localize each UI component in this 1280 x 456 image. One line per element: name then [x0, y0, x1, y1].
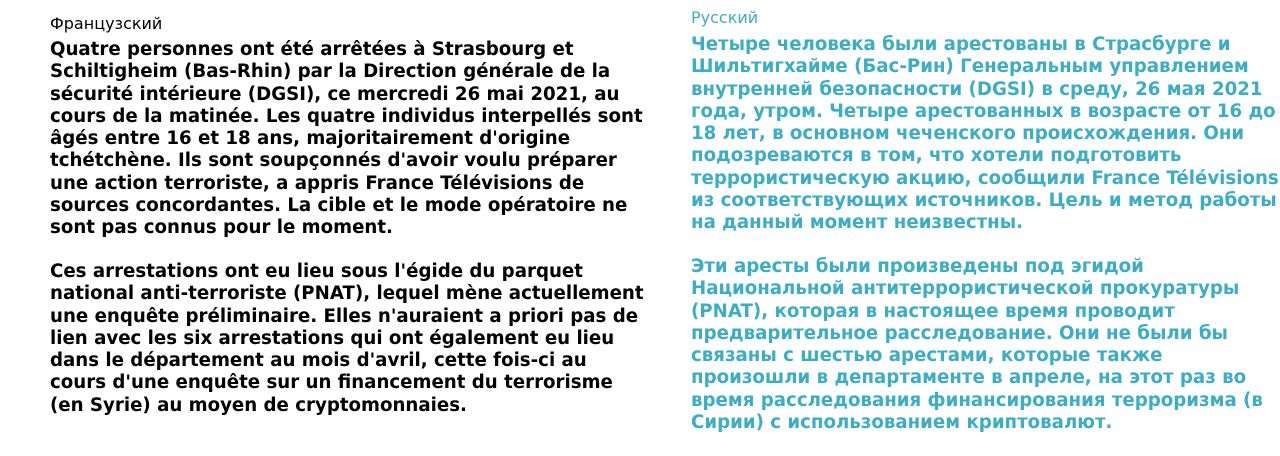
text-line: из соответствующих источников. Цель и метод работы — [691, 190, 1277, 212]
text-line: national anti-terroriste (PNAT), lequel mène actuellement — [50, 283, 644, 305]
text-line: sécurité intérieure (DGSI), ce mercredi 26 mai 2021, au — [50, 83, 620, 105]
russian-language-label: Русский — [691, 8, 759, 27]
text-line: террористическую акцию, сообщили France Télévisions — [691, 167, 1279, 189]
text-line: Сирии) с использованием криптовалют. — [691, 412, 1113, 434]
text-line: подозреваются в том, что хотели подготовить — [691, 145, 1182, 167]
text-line: Эти аресты были произведены под эгидой — [691, 256, 1144, 277]
text-line: tchétchène. Ils sont soupçonnés d'avoir voulu préparer — [50, 150, 617, 172]
text-line: dans le département au mois d'avril, cette fois-ci au — [50, 350, 587, 372]
text-line: Четыре человека были арестованы в Страсбурге и — [691, 34, 1231, 55]
text-line: предварительное расследование. Они не были бы — [691, 322, 1228, 344]
text-line: cours de la matinée. Les quatre individus interpellés sont — [50, 105, 643, 127]
french-paragraph-2 — [50, 261, 644, 417]
text-line: Шильтигхайме (Бас-Рин) Генеральным управлением — [691, 56, 1249, 78]
text-line: lien avec les six arrestations qui ont également eu lieu — [50, 327, 615, 349]
text-line: sont pas connus pour le moment. — [50, 217, 393, 239]
text-line: âgés entre 16 et 18 ans, majoritairement d'origine — [50, 128, 571, 150]
text-line: года, утром. Четыре арестованных в возрасте от 16 до — [691, 100, 1276, 122]
text-line: (en Syrie) au moyen de cryptomonnaies. — [50, 394, 467, 416]
text-line: произошли в департаменте в апреле, на этот раз во — [691, 367, 1247, 389]
text-line: время расследования финансирования терроризма (в — [691, 389, 1263, 411]
text-line: на данный момент неизвестны. — [691, 212, 1024, 234]
text-line: Ces arrestations ont eu lieu sous l'égide du parquet — [50, 261, 583, 282]
text-line: sources concordantes. La cible et le mode opératoire ne — [50, 195, 628, 217]
russian-paragraph-2 — [691, 256, 1263, 434]
text-line: 18 лет, в основном чеченского происхождения. Они — [691, 123, 1245, 145]
french-language-label: Французский — [50, 14, 163, 33]
text-line: une action terroriste, a appris France Télévisions de — [50, 172, 585, 194]
text-line: Quatre personnes ont été arrêtées à Strasbourg et — [50, 39, 574, 60]
text-line: внутренней безопасности (DGSI) в среду, 26 мая 2021 — [691, 78, 1263, 100]
russian-paragraph-1 — [691, 34, 1279, 235]
text-line: une enquête préliminaire. Elles n'auraient a priori pas de — [50, 305, 639, 327]
text-line: Национальной антитеррористической прокуратуры — [691, 278, 1240, 300]
text-line: Schiltigheim (Bas-Rhin) par la Direction générale de la — [50, 61, 611, 83]
text-line: (PNAT), которая в настоящее время проводит — [691, 300, 1175, 322]
text-line: связаны с шестью арестами, которые также — [691, 345, 1163, 367]
french-paragraph-1 — [50, 39, 643, 240]
text-line: cours d'une enquête sur un financement du terrorisme — [50, 372, 613, 394]
